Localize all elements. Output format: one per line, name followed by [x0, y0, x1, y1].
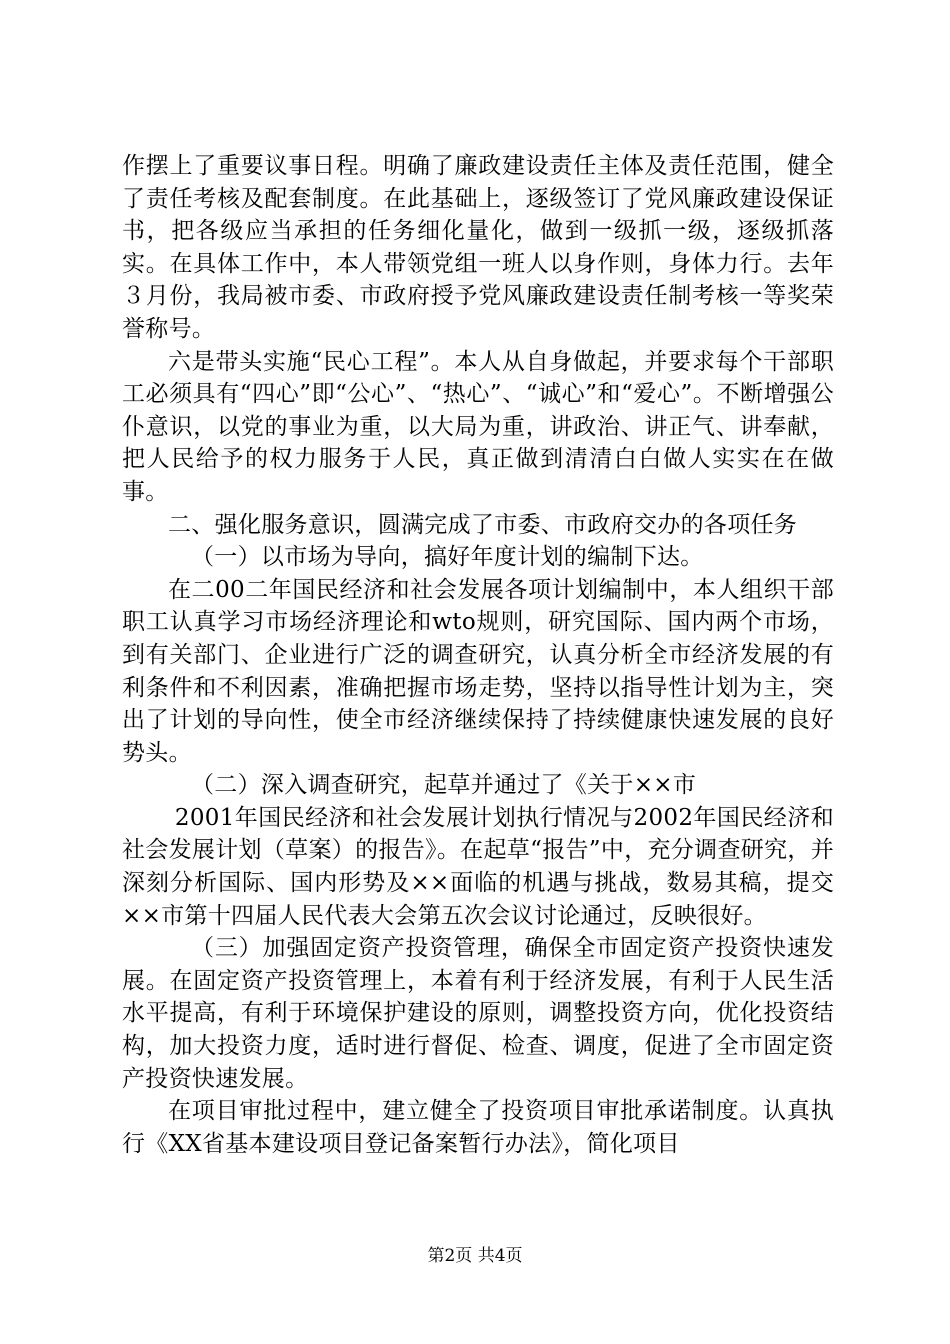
paragraph-responsibility: 作摆上了重要议事日程。明确了廉政建设责任主体及责任范围，健全了责任考核及配套制度。在此基础上，逐级签订了党风廉政建设保证书，把各级应当承担的任务细化量化，做到一级抓一级，逐级抓落实。在具体工作中，本人带领党组一班人以身作则，身体力行。去年３月份，我局被市委、市政府授予党风廉政建设责任制考核一等奖荣誉称号。	[122, 153, 834, 342]
paragraph-people-project: 六是带头实施“民心工程”。本人从自身做起，并要求每个干部职工必须具有“四心”即“公心”、“热心”、“诚心”和“爱心”。不断增强公仆意识，以党的事业为重，以大局为重，讲政治、讲正气、讲奉献，把人民给予的权力服务于人民，真正做到清清白白做人实实在在做事。	[122, 348, 834, 505]
page-footer: 第2页 共4页	[427, 1246, 523, 1266]
paragraph-report: 2001年国民经济和社会发展计划执行情况与2002年国民经济和社会发展计划（草案）的报告》。在起草“报告”中，充分调查研究，并深刻分析国际、国内形势及××面临的机遇与挑战，数易其稿，提交××市第十四届人民代表大会第五次会议讨论通过，反映很好。	[122, 804, 834, 929]
section-heading-service: 二、强化服务意识，圆满完成了市委、市政府交办的各项任务	[168, 511, 798, 538]
subheading-research: （二）深入调查研究，起草并通过了《关于××市	[191, 772, 697, 799]
paragraph-planning: 在二00二年国民经济和社会发展各项计划编制中，本人组织干部职工认真学习市场经济理论和wto规则，研究国际、国内两个市场，到有关部门、企业进行广泛的调查研究，认真分析全市经济发展的有利条件和不利因素，准确把握市场走势，坚持以指导性计划为主，突出了计划的导向性，使全市经济继续保持了持续健康快速发展的良好势头。	[122, 576, 834, 766]
subheading-market: （一）以市场为导向，搞好年度计划的编制下达。	[191, 544, 704, 571]
document-body	[122, 150, 834, 1160]
paragraph-approval: 在项目审批过程中，建立健全了投资项目审批承诺制度。认真执行《XX省基本建设项目登记备案暂行办法》，简化项目	[122, 1098, 834, 1157]
subheading-investment: （三）加强固定资产投资管理，确保全市固定资产投资快速发展。在固定资产投资管理上，本着有利于经济发展，有利于人民生活水平提高，有利于环境保护建设的原则，调整投资方向，优化投资结构，加大投资力度，适时进行督促、检查、调度，促进了全市固定资产投资快速发展。	[122, 935, 834, 1092]
